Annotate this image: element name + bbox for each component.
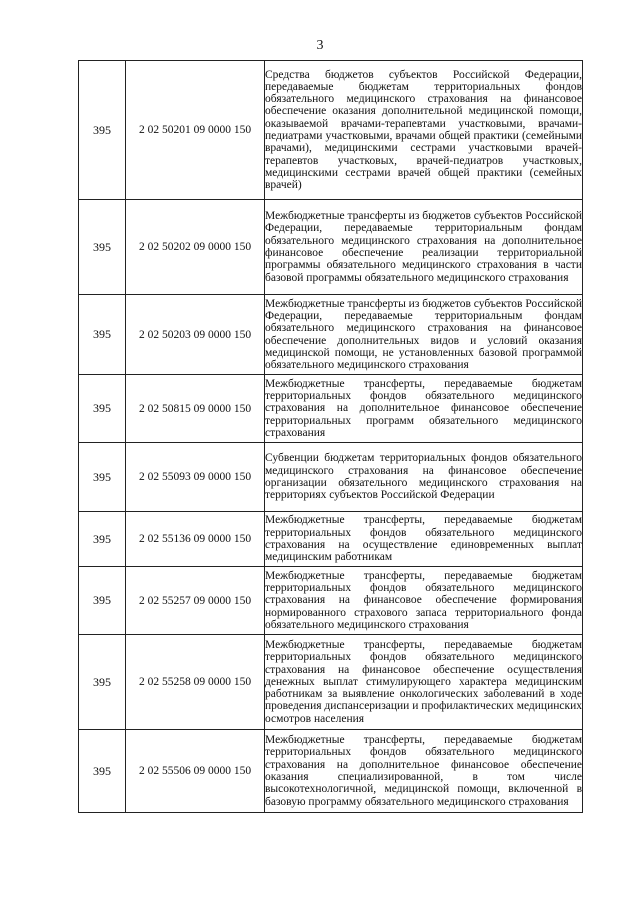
description-cell [265, 61, 583, 200]
table-row [79, 375, 583, 443]
table-row [79, 200, 583, 295]
description-text: Межбюджетные трансферты, передаваемые бюджетам территориальных фондов обязательного медицинского страхования на осуществление единовременных выплат медицинским работникам [265, 514, 582, 564]
budget-code-cell: 2 02 50203 09 0000 150 [126, 295, 265, 375]
description-text: Межбюджетные трансферты из бюджетов субъектов Российской Федерации, передаваемые территориальным фондам обязательного медицинского страхования на дополнительное финансовое обеспечение реализации территориальной программы обязательного медицинского страхования в части базовой программы обязательного медицинского страхования [265, 210, 582, 284]
budget-code-cell: 2 02 55136 09 0000 150 [126, 512, 265, 567]
description-text: Межбюджетные трансферты из бюджетов субъектов Российской Федерации, передаваемые территориальным фондам обязательного медицинского страхования на финансовое обеспечение дополнительных видов и условий оказания медицинской помощи, не установленных базовой программой обязательного медицинского страхования [265, 297, 582, 372]
budget-code-cell: 2 02 55258 09 0000 150 [126, 635, 265, 730]
description-cell [265, 200, 583, 295]
description-text: Межбюджетные трансферты, передаваемые бюджетам территориальных фондов обязательного медицинского страхования на дополнительное финансовое обеспечение оказания специализированной, в том числе высокотехнологичной, медицинской помощи, включенной в базовую программу обязательного медицинского страхования [265, 734, 582, 808]
admin-code-cell: 395 [79, 61, 126, 200]
description-cell [265, 635, 583, 730]
admin-code-cell: 395 [79, 375, 126, 443]
description-cell [265, 295, 583, 375]
budget-revenue-table [78, 60, 583, 813]
description-cell [265, 730, 583, 813]
admin-code-cell: 395 [79, 512, 126, 567]
admin-code-cell: 395 [79, 200, 126, 295]
description-cell [265, 512, 583, 567]
table-row [79, 295, 583, 375]
description-text: Межбюджетные трансферты, передаваемые бюджетам территориальных фондов обязательного медицинского страхования на финансовое обеспечение осуществления денежных выплат стимулирующего характера медицинским работникам за выявление онкологических заболеваний в ходе проведения диспансеризации и профилактических медицинских осмотров населения [265, 638, 582, 725]
budget-code-cell: 2 02 50202 09 0000 150 [126, 200, 265, 295]
budget-code-cell: 2 02 50201 09 0000 150 [126, 61, 265, 200]
description-text: Средства бюджетов субъектов Российской Федерации, передаваемые бюджетам территориальных фондов обязательного медицинского страхования на финансовое обеспечение оказания дополнительной медицинской помощи, оказываемой врачами-терапевтами участковыми, врачами-педиатрами участковыми, врачами общей практики (семейными врачами), медицинскими сестрами участковыми врачей-терапевтов участковых, врачей-педиатров участковых, медицинскими сестрами врачей общей практики (семейных врачей) [265, 68, 582, 192]
admin-code-cell: 395 [79, 730, 126, 813]
budget-code-cell: 2 02 55506 09 0000 150 [126, 730, 265, 813]
table-row [79, 635, 583, 730]
description-cell [265, 375, 583, 443]
budget-code-cell: 2 02 50815 09 0000 150 [126, 375, 265, 443]
description-cell [265, 567, 583, 635]
admin-code-cell: 395 [79, 295, 126, 375]
table-row [79, 567, 583, 635]
description-text: Межбюджетные трансферты, передаваемые бюджетам территориальных фондов обязательного медицинского страхования на дополнительное финансовое обеспечение территориальных программ обязательного медицинского страхования [265, 377, 582, 439]
table-row [79, 512, 583, 567]
table-row [79, 61, 583, 200]
description-cell [265, 443, 583, 512]
budget-code-cell: 2 02 55257 09 0000 150 [126, 567, 265, 635]
description-text: Межбюджетные трансферты, передаваемые бюджетам территориальных фондов обязательного медицинского страхования на финансовое обеспечение формирования нормированного страхового запаса территориального фонда обязательного медицинского страхования [265, 569, 582, 631]
admin-code-cell: 395 [79, 443, 126, 512]
description-text: Субвенции бюджетам территориальных фондов обязательного медицинского страхования на финансовое обеспечение организации обязательного медицинского страхования на территориях субъектов Российской Федерации [265, 452, 582, 502]
budget-code-cell: 2 02 55093 09 0000 150 [126, 443, 265, 512]
table-row [79, 443, 583, 512]
admin-code-cell: 395 [79, 567, 126, 635]
page-number: 3 [316, 38, 324, 53]
table-row [79, 730, 583, 813]
admin-code-cell: 395 [79, 635, 126, 730]
